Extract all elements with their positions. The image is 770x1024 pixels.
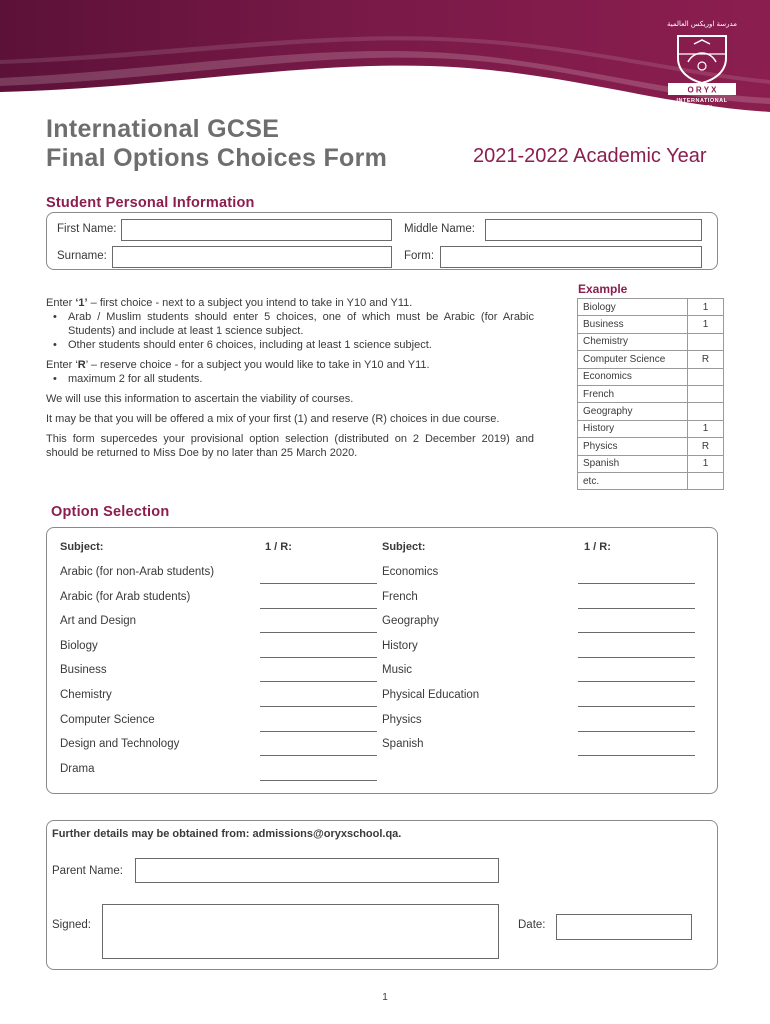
option-choice-line[interactable] bbox=[260, 608, 377, 609]
example-choice: 1 bbox=[688, 455, 724, 472]
example-choice bbox=[688, 368, 724, 385]
instruction-first-choice: Enter ‘1’ – first choice - next to a subject you intend to take in Y10 and Y11. bbox=[46, 297, 413, 309]
option-subject: Physical Education bbox=[382, 689, 480, 701]
example-row bbox=[578, 403, 724, 420]
option-choice-line[interactable] bbox=[578, 608, 695, 609]
page-title bbox=[46, 115, 387, 173]
example-choice bbox=[688, 333, 724, 350]
option-choice-line[interactable] bbox=[260, 657, 377, 658]
option-subject: French bbox=[382, 590, 418, 603]
date-field[interactable] bbox=[556, 914, 692, 940]
choice-header-right: 1 / R: bbox=[584, 541, 611, 553]
logo-ribbon bbox=[664, 82, 740, 96]
option-subject: Economics bbox=[382, 566, 439, 578]
example-subject: Economics bbox=[578, 368, 688, 385]
example-choice: 1 bbox=[688, 299, 724, 316]
example-row bbox=[578, 351, 724, 368]
first-name-label: First Name: bbox=[57, 223, 117, 235]
logo-name-text: O R Y X bbox=[687, 85, 717, 95]
example-choice: 1 bbox=[688, 420, 724, 437]
example-row bbox=[578, 316, 724, 333]
option-subject: Arabic (for non-Arab students) bbox=[60, 566, 215, 578]
reserve-choice-rules bbox=[46, 372, 534, 386]
example-table bbox=[577, 298, 724, 490]
signed-label: Signed: bbox=[52, 919, 92, 931]
example-subject: Geography bbox=[578, 403, 688, 420]
example-choice bbox=[688, 403, 724, 420]
example-heading: Example bbox=[578, 282, 628, 296]
option-subject: Physics bbox=[382, 713, 422, 726]
subject-header-left: Subject: bbox=[60, 541, 104, 553]
first-name-field[interactable] bbox=[121, 219, 392, 241]
example-subject: Computer Science bbox=[578, 351, 688, 368]
option-subject: Drama bbox=[60, 762, 95, 775]
example-choice bbox=[688, 472, 724, 489]
option-choice-line[interactable] bbox=[260, 755, 377, 756]
option-choice-line[interactable] bbox=[578, 681, 695, 682]
example-row bbox=[578, 438, 724, 455]
example-subject: Biology bbox=[578, 299, 688, 316]
example-row bbox=[578, 455, 724, 472]
option-subject: Spanish bbox=[382, 738, 424, 751]
example-subject: French bbox=[578, 385, 688, 402]
example-subject: Chemistry bbox=[578, 333, 688, 350]
option-subject: Chemistry bbox=[60, 689, 112, 701]
example-choice bbox=[688, 385, 724, 402]
instruction-deadline: This form supercedes your provisional option selection (distributed on 2 December 2019) and should be returned to Miss Doe by no later than 25 March 2020. bbox=[46, 433, 534, 459]
rule-maximum-reserve: • maximum 2 for all students. bbox=[46, 372, 534, 386]
instruction-reserve-choice: Enter ‘R’ – reserve choice - for a subject you would like to take in Y10 and Y11. bbox=[46, 359, 430, 371]
parent-name-label: Parent Name: bbox=[52, 865, 123, 877]
option-choice-line[interactable] bbox=[578, 731, 695, 732]
middle-name-label: Middle Name: bbox=[404, 223, 475, 235]
page-number: 1 bbox=[382, 992, 388, 1003]
option-subject: Arabic (for Arab students) bbox=[60, 590, 191, 603]
instruction-mix: It may be that you will be offered a mix of your first (1) and reserve (R) choices in due course. bbox=[46, 413, 500, 425]
first-choice-rules bbox=[46, 310, 534, 352]
option-subject: Business bbox=[60, 664, 107, 677]
option-choice-line[interactable] bbox=[578, 755, 695, 756]
surname-label: Surname: bbox=[57, 250, 107, 262]
option-subject: Design and Technology bbox=[60, 738, 180, 751]
example-choice: R bbox=[688, 351, 724, 368]
page-title-line-2: Final Options Choices Form bbox=[46, 144, 388, 172]
example-row bbox=[578, 420, 724, 437]
personal-info-heading: Student Personal Information bbox=[46, 195, 255, 211]
option-choice-line[interactable] bbox=[260, 632, 377, 633]
example-subject: etc. bbox=[578, 472, 688, 489]
option-choice-line[interactable] bbox=[260, 731, 377, 732]
option-subject: History bbox=[382, 639, 418, 652]
surname-field[interactable] bbox=[112, 246, 392, 268]
parent-name-field[interactable] bbox=[135, 858, 499, 883]
subject-header-right: Subject: bbox=[382, 541, 426, 553]
academic-year: 2021-2022 Academic Year bbox=[473, 145, 707, 167]
example-row bbox=[578, 299, 724, 316]
example-subject: History bbox=[578, 420, 688, 437]
example-choice: 1 bbox=[688, 316, 724, 333]
rule-other-students: • Other students should enter 6 choices, including at least 1 science subject. bbox=[46, 338, 534, 352]
instructions bbox=[46, 296, 534, 466]
example-row bbox=[578, 385, 724, 402]
option-choice-line[interactable] bbox=[578, 657, 695, 658]
option-choice-line[interactable] bbox=[578, 632, 695, 633]
option-choice-line[interactable] bbox=[260, 681, 377, 682]
example-subject: Business bbox=[578, 316, 688, 333]
option-choice-line[interactable] bbox=[260, 583, 377, 584]
example-subject: Spanish bbox=[578, 455, 688, 472]
option-choice-line[interactable] bbox=[578, 706, 695, 707]
option-choice-line[interactable] bbox=[260, 706, 377, 707]
option-subject: Art and Design bbox=[60, 615, 137, 628]
option-choice-line[interactable] bbox=[578, 583, 695, 584]
form-label: Form: bbox=[404, 250, 435, 262]
option-subject: Geography bbox=[382, 615, 439, 628]
logo-international-text: INTERNATIONAL bbox=[676, 98, 728, 104]
example-row bbox=[578, 472, 724, 489]
rule-arab-students: • Arab / Muslim students should enter 5 choices, one of which must be Arabic (for Arabic Students) and include at least 1 science subject. bbox=[46, 310, 534, 338]
example-row bbox=[578, 333, 724, 350]
option-selection-heading: Option Selection bbox=[51, 504, 170, 520]
example-choice: R bbox=[688, 438, 724, 455]
option-subject: Computer Science bbox=[60, 713, 155, 726]
instruction-viability: We will use this information to ascertain the viability of courses. bbox=[46, 393, 354, 405]
page-title-line-1: International GCSE bbox=[46, 115, 280, 143]
date-label: Date: bbox=[518, 919, 546, 931]
option-subject: Music bbox=[382, 664, 413, 677]
oryx-shield-icon bbox=[672, 32, 732, 84]
example-row bbox=[578, 368, 724, 385]
logo-arabic-text: مدرسة اوريكس العالمية bbox=[667, 20, 737, 28]
contact-details: Further details may be obtained from: admissions@oryxschool.qa. bbox=[52, 828, 402, 840]
logo-school-text: SCHOOL bbox=[690, 105, 714, 111]
option-subject: Biology bbox=[60, 639, 98, 652]
option-choice-line[interactable] bbox=[260, 780, 377, 781]
form-field[interactable] bbox=[440, 246, 702, 268]
choice-header-left: 1 / R: bbox=[265, 541, 292, 553]
example-subject: Physics bbox=[578, 438, 688, 455]
school-logo bbox=[652, 12, 752, 112]
signature-field[interactable] bbox=[102, 904, 499, 959]
middle-name-field[interactable] bbox=[485, 219, 702, 241]
